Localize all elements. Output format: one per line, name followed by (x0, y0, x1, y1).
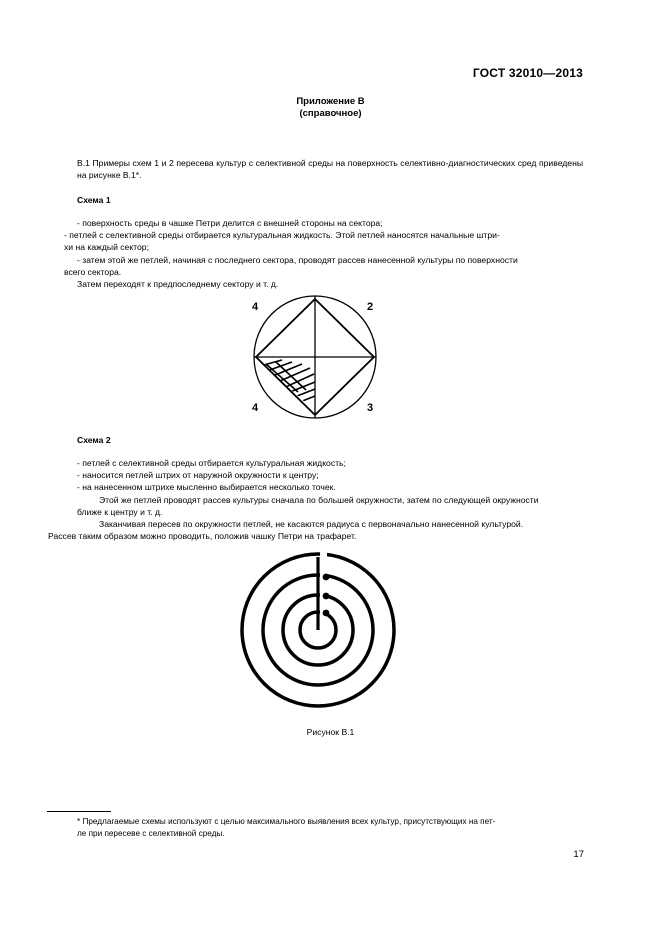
scheme1-figure (240, 294, 390, 420)
scheme1-line: - петлей с селективной среды отбирается культуральная жидкость. Этой петлей наносятся начальные штри- (64, 230, 500, 241)
scheme2-line: Этой же петлей проводят рассев культуры сначала по большей окружности, затем по следующей окружности (99, 494, 539, 505)
scheme2-line: Рассев таким образом можно проводить, положив чашку Петри на трафарет. (48, 531, 357, 542)
scheme1-text (64, 217, 583, 290)
scheme2-text (48, 457, 583, 542)
label-top-right: 2 (367, 301, 374, 313)
footnote (47, 816, 583, 840)
scheme1-heading: Схема 1 (77, 195, 111, 205)
label-bottom-left: 4 (252, 402, 259, 414)
intro-paragraph (77, 157, 583, 181)
footnote-divider (47, 811, 111, 812)
scheme1-line: - затем этой же петлей, начиная с последнего сектора, проводят рассев нанесенной культуры по поверхности (77, 254, 518, 265)
footnote-line: ле при пересеве с селективной среды. (77, 829, 225, 838)
scheme1-line: Затем переходят к предпоследнему сектору и т. д. (77, 279, 279, 290)
scheme2-line: - наносится петлей штрих от наружной окружности к центру; (77, 470, 319, 481)
scheme1-line: хи на каждый сектор; (64, 242, 149, 253)
appendix-subtitle: (справочное) (299, 108, 362, 119)
scheme1-line: всего сектора. (64, 266, 122, 277)
intro-text: В.1 Примеры схем 1 и 2 пересева культур с селективной среды на поверхность селективно-диагностических сред приведены на рисунке В.1*. (77, 158, 583, 181)
appendix-title: Приложение В (296, 96, 365, 107)
scheme1-line: - поверхность среды в чашке Петри делится с внешней стороны на сектора; (77, 218, 383, 228)
scheme2-line: ближе к центру и т. д. (77, 506, 163, 517)
figure-caption: Рисунок В.1 (306, 727, 355, 737)
scheme2-line: - петлей с селективной среды отбирается культуральная жидкость; (77, 458, 346, 468)
page-number: 17 (573, 849, 584, 860)
streak-point (323, 593, 330, 600)
scheme2-line: - на нанесенном штрихе мысленно выбирается несколько точек. (77, 482, 336, 493)
streak-point (323, 574, 330, 581)
scheme2-line: Заканчивая пересев по окружности петлей, не касаются радиуса с первоначально нанесенной культурой. (99, 519, 524, 530)
label-top-left: 4 (252, 301, 259, 313)
footnote-line: * Предлагаемые схемы используют с целью максимального выявления всех культур, присутствующих на пет- (77, 817, 496, 826)
label-bottom-right: 3 (367, 402, 374, 414)
document-header: ГОСТ 32010—2013 (472, 66, 583, 80)
scheme2-heading: Схема 2 (77, 435, 111, 445)
scheme2-figure (236, 552, 400, 716)
streak-point (323, 610, 330, 617)
